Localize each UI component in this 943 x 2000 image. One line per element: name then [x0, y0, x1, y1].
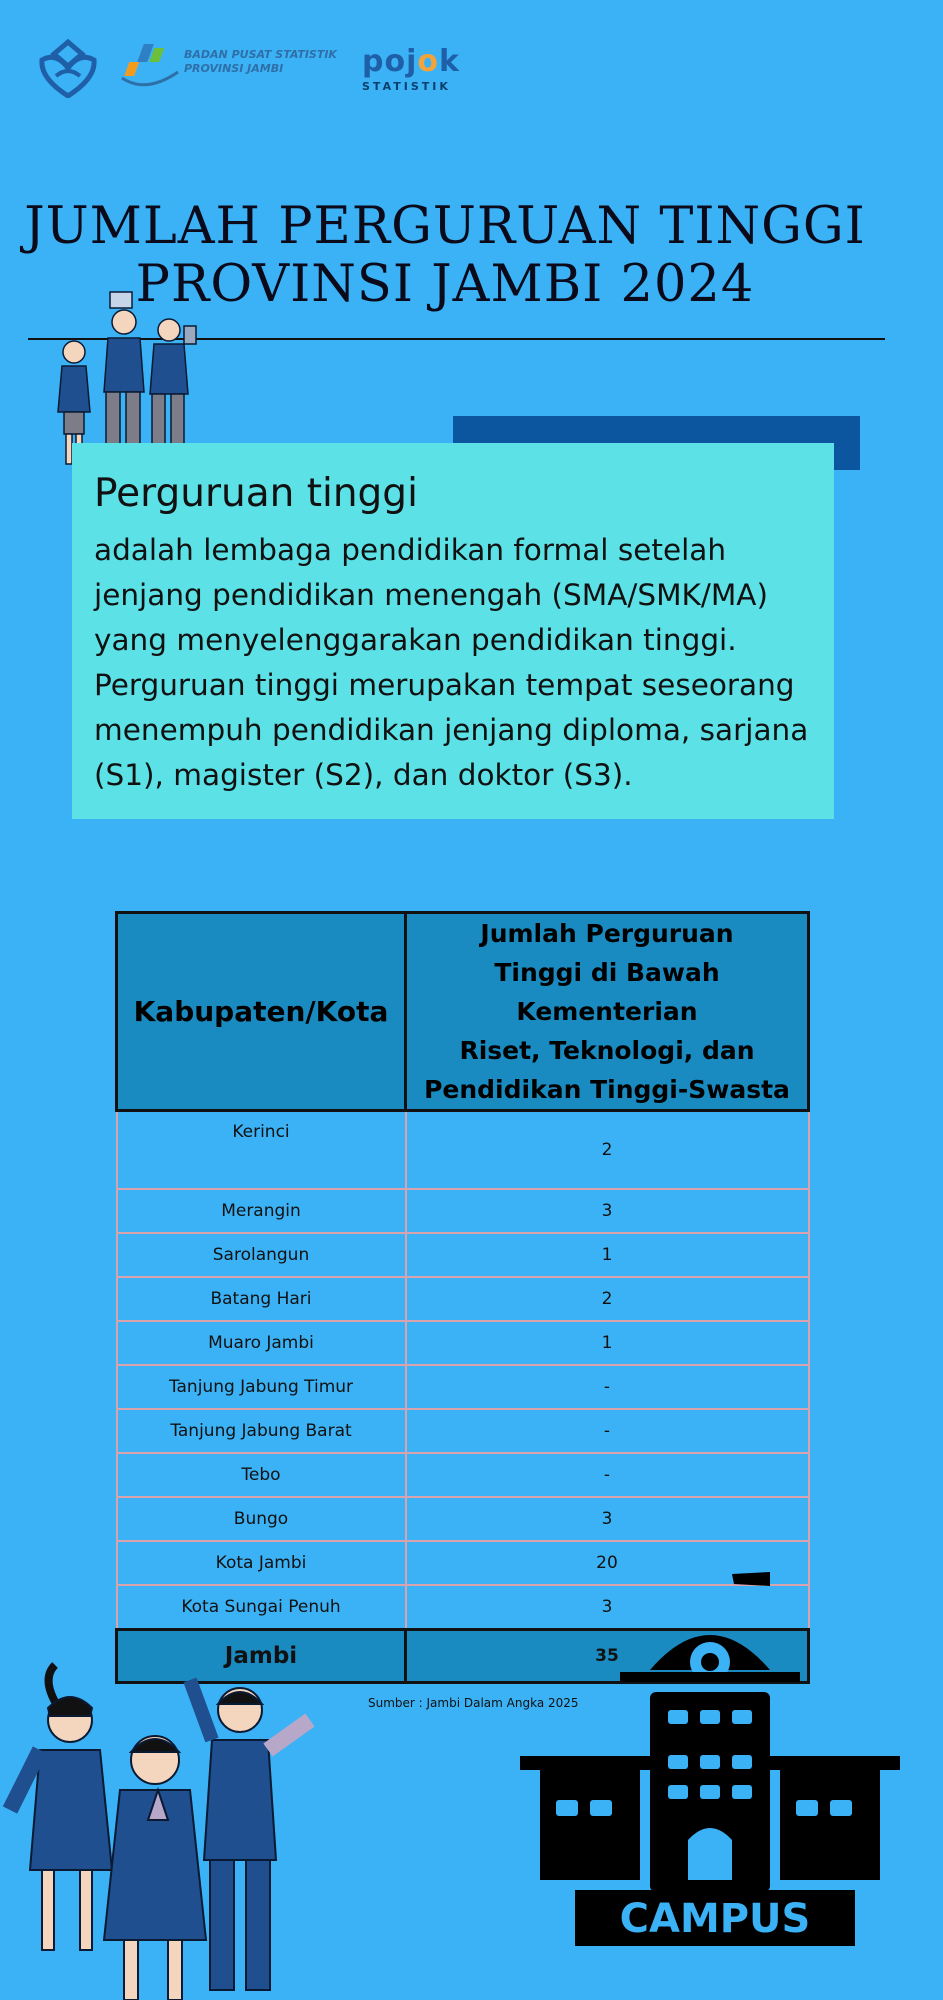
page-title-line1: JUMLAH PERGURUAN TINGGI — [24, 197, 866, 256]
table-cell-region: Bungo — [117, 1497, 406, 1541]
pojok-prefix: poj — [362, 44, 418, 79]
table-cell-value: 3 — [406, 1585, 809, 1630]
bps-name-line2: PROVINSI JAMBI — [184, 62, 284, 75]
source-note: Sumber : Jambi Dalam Angka 2025 — [368, 1696, 579, 1710]
table-row — [117, 1365, 809, 1409]
definition-body: adalah lembaga pendidikan formal setelah jenjang pendidikan menengah (SMA/SMK/MA) yang menyelenggarakan pendidikan tinggi. Perguruan tinggi merupakan tempat seseorang menempuh pendidikan jenjang diploma, sarjana (S1), magister (S2), dan doktor (S3). — [94, 533, 809, 792]
table-cell-region: Muaro Jambi — [117, 1321, 406, 1365]
table-row — [117, 1409, 809, 1453]
table-cell-region: Tanjung Jabung Timur — [117, 1365, 406, 1409]
table-cell-value: 1 — [406, 1321, 809, 1365]
column-header-count-line1: Jumlah Perguruan — [480, 919, 734, 948]
column-header-count-line4: Pendidikan Tinggi-Swasta — [424, 1075, 790, 1104]
table-cell-region: Tebo — [117, 1453, 406, 1497]
table-cell-region: Merangin — [117, 1189, 406, 1233]
table-cell-value: 20 — [406, 1541, 809, 1585]
column-header-count-line2: Tinggi di Bawah Kementerian — [494, 958, 720, 1026]
column-header-region: Kabupaten/Kota — [117, 913, 406, 1111]
table-cell-region: Tanjung Jabung Barat — [117, 1409, 406, 1453]
table-row — [117, 1453, 809, 1497]
pojok-logo — [362, 44, 460, 79]
table-cell-value: 3 — [406, 1497, 809, 1541]
table-cell-value: - — [406, 1453, 809, 1497]
column-header-count — [406, 913, 809, 1111]
table-row — [117, 1277, 809, 1321]
bps-name — [184, 48, 337, 76]
table-cell-region: Kota Jambi — [117, 1541, 406, 1585]
flag-mark-icon — [730, 1570, 772, 1588]
table-header-row — [117, 913, 809, 1111]
table-row — [117, 1189, 809, 1233]
header-logos — [36, 38, 460, 98]
table-cell-value: - — [406, 1365, 809, 1409]
table-cell-value: 2 — [406, 1277, 809, 1321]
table-total-value: 35 — [406, 1630, 809, 1683]
table-row — [117, 1111, 809, 1190]
table-cell-region: Kota Sungai Penuh — [117, 1585, 406, 1630]
bps-logo-icon — [116, 38, 186, 98]
table-row — [117, 1233, 809, 1277]
table-row — [117, 1497, 809, 1541]
definition-heading: Perguruan tinggi — [94, 471, 418, 516]
pojok-o: o — [417, 44, 439, 79]
column-header-count-line3: Riset, Teknologi, dan — [459, 1036, 755, 1065]
bps-name-line1: BADAN PUSAT STATISTIK — [184, 48, 337, 61]
campus-building-icon — [520, 1560, 900, 1950]
table-cell-region: Kerinci — [117, 1111, 406, 1190]
page-title-line2: PROVINSI JAMBI 2024 — [135, 255, 755, 314]
table-cell-value: 2 — [406, 1111, 809, 1190]
table-cell-value: - — [406, 1409, 809, 1453]
table-cell-region: Batang Hari — [117, 1277, 406, 1321]
table-cell-region: Sarolangun — [117, 1233, 406, 1277]
table-total-region: Jambi — [117, 1630, 406, 1683]
pojok-suffix: k — [439, 44, 460, 79]
table-row — [117, 1321, 809, 1365]
campus-label: CAMPUS — [619, 1896, 811, 1942]
table-cell-value: 1 — [406, 1233, 809, 1277]
graduates-illustration-icon — [0, 1660, 340, 2000]
table-cell-value: 3 — [406, 1189, 809, 1233]
pojok-subtitle: STATISTIK — [362, 80, 451, 93]
